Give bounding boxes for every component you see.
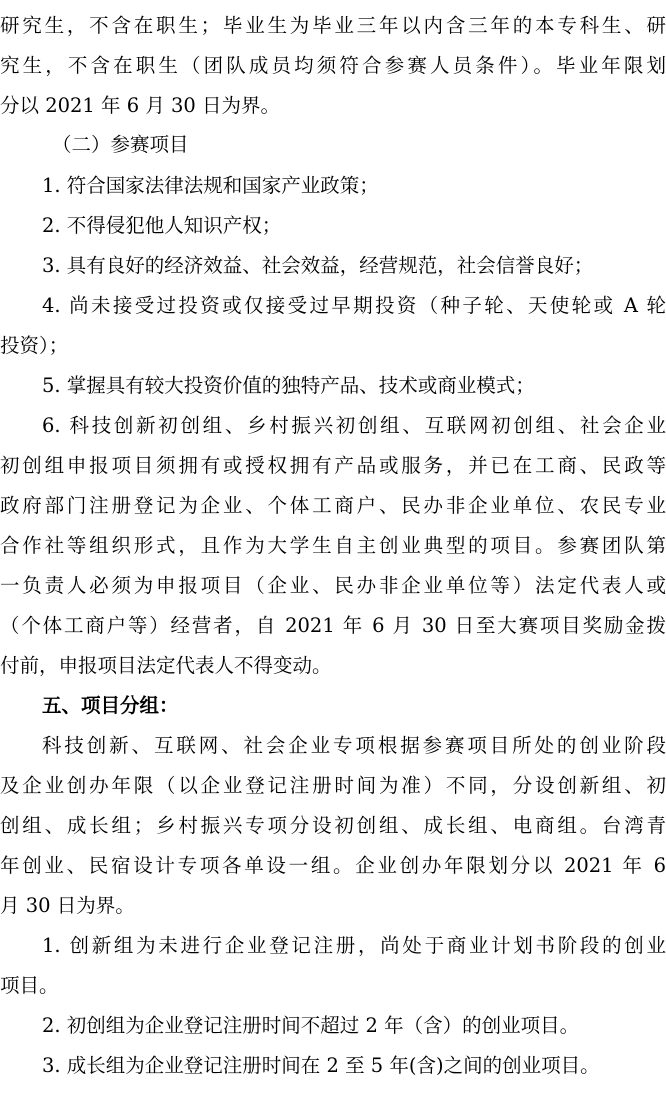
list-item: 4. 尚未接受过投资或仅接受过早期投资（种子轮、天使轮或 A 轮: [42, 294, 666, 317]
paragraph-line: 初创组申报项目须拥有或授权拥有产品或服务，并已在工商、民政等: [0, 454, 666, 477]
paragraph-line: 年创业、民宿设计专项各单设一组。企业创办年限划分以 2021 年 6: [0, 854, 666, 877]
paragraph-line: 及企业创办年限（以企业登记注册时间为准）不同，分设创新组、初: [0, 774, 666, 797]
paragraph-line: 科技创新、互联网、社会企业专项根据参赛项目所处的创业阶段: [42, 734, 666, 757]
paragraph-line: 投资）；: [0, 334, 69, 357]
paragraph-line: （个体工商户等）经营者，自 2021 年 6 月 30 日至大赛项目奖励金拨: [0, 614, 666, 637]
paragraph-line: 合作社等组织形式，且作为大学生自主创业典型的项目。参赛团队第: [0, 534, 666, 557]
list-item: 3. 具有良好的经济效益、社会效益，经营规范，社会信誉良好；: [42, 254, 594, 277]
paragraph-line: 付前，申报项目法定代表人不得变动。: [0, 654, 332, 677]
paragraph-line: 研究生，不含在职生；毕业生为毕业三年以内含三年的本专科生、研: [0, 14, 666, 37]
paragraph-line: 政府部门注册登记为企业、个体工商户、民办非企业单位、农民专业: [0, 494, 666, 517]
list-item: 1. 符合国家法律法规和国家产业政策；: [42, 174, 379, 197]
list-item: 2. 不得侵犯他人知识产权；: [42, 214, 282, 237]
paragraph-line: 创组、成长组；乡村振兴专项分设初创组、成长组、电商组。台湾青: [0, 814, 666, 837]
list-item: 5. 掌握具有较大投资价值的独特产品、技术或商业模式；: [42, 374, 535, 397]
paragraph-line: 一负责人必须为申报项目（企业、民办非企业单位等）法定代表人或: [0, 574, 666, 597]
paragraph-line: 究生，不含在职生（团队成员均须符合参赛人员条件）。毕业年限划: [0, 54, 666, 77]
list-item: 3. 成长组为企业登记注册时间在 2 至 5 年(含)之间的创业项目。: [42, 1054, 600, 1077]
section-heading: （二）参赛项目: [52, 133, 189, 156]
list-item: 1. 创新组为未进行企业登记注册，尚处于商业计划书阶段的创业: [42, 934, 666, 957]
list-item: 2. 初创组为企业登记注册时间不超过 2 年（含）的创业项目。: [42, 1014, 580, 1037]
paragraph-line: 月 30 日为界。: [0, 894, 135, 917]
section-heading: 五、项目分组：: [42, 694, 179, 717]
paragraph-line: 项目。: [0, 974, 59, 997]
paragraph-line: 分以 2021 年 6 月 30 日为界。: [0, 94, 281, 117]
list-item: 6. 科技创新初创组、乡村振兴初创组、互联网初创组、社会企业: [42, 414, 666, 437]
